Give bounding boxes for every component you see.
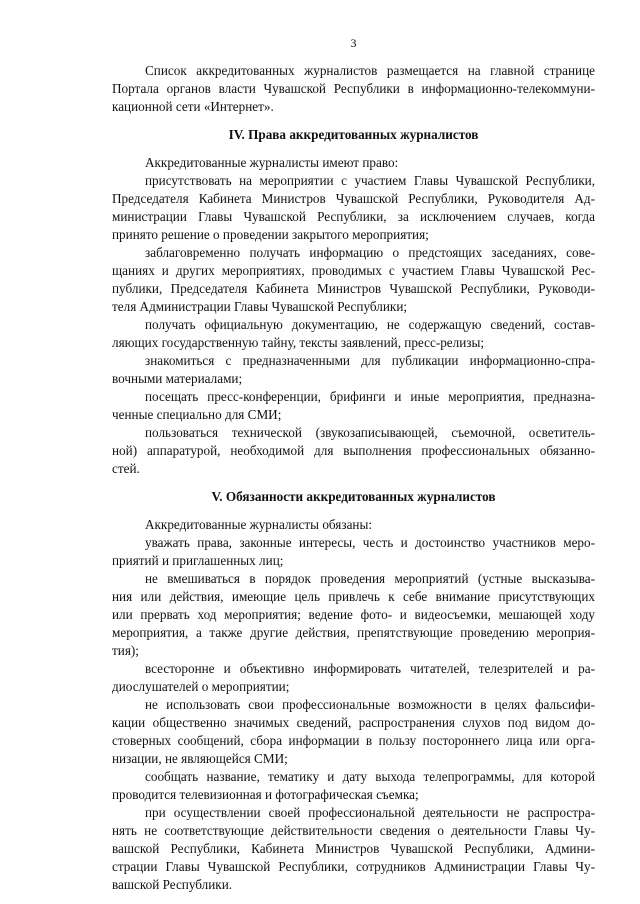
- paragraph-line: кации общественно значимых сведений, распространения слухов под видом до-: [112, 715, 595, 730]
- intro-line: Список аккредитованных журналистов размещается на главной странице: [145, 63, 595, 78]
- paragraph-line: ния или действия, имеющие цель привлечь к себе внимание присутствующих: [112, 589, 595, 604]
- paragraph-line: уважать права, законные интересы, честь и достоинство участников меро-: [145, 535, 595, 550]
- paragraph-line: вочными материалами;: [112, 371, 243, 386]
- paragraph-line: Аккредитованные журналисты обязаны:: [145, 517, 373, 532]
- paragraph-line: теля Администрации Главы Чувашской Республики;: [112, 299, 408, 314]
- paragraph-line: мероприятия, а также другие действия, препятствующие проведению мероприя-: [112, 625, 595, 640]
- paragraph-line: не использовать свои профессиональные возможности в целях фальсифи-: [145, 697, 595, 712]
- paragraph-line: низации, не являющейся СМИ;: [112, 751, 288, 766]
- intro-line: кационной сети «Интернет».: [112, 99, 274, 114]
- paragraph-line: приятий и приглашенных лиц;: [112, 553, 284, 568]
- paragraph-line: нять не соответствующие действительности сведения о деятельности Главы Чу-: [112, 823, 595, 838]
- paragraph-line: сообщать название, тематику и дату выхода телепрограммы, для которой: [145, 769, 595, 784]
- paragraph-line: ной) аппаратурой, необходимой для выполнения профессиональных обязанно-: [112, 443, 595, 458]
- paragraph-line: тия);: [112, 643, 139, 658]
- paragraph-line: знакомиться с предназначенными для публикации информационно-спра-: [145, 353, 595, 368]
- paragraph-line: ченные специально для СМИ;: [112, 407, 282, 422]
- section-heading: V. Обязанности аккредитованных журналистов: [211, 489, 496, 504]
- paragraph-line: всесторонне и объективно информировать читателей, телезрителей и ра-: [145, 661, 595, 676]
- section-heading: IV. Права аккредитованных журналистов: [228, 127, 479, 142]
- paragraph-line: при осуществлении своей профессиональной деятельности не распростра-: [145, 805, 595, 820]
- paragraph-line: посещать пресс-конференции, брифинги и иные мероприятия, предназна-: [145, 389, 595, 404]
- paragraph-line: страции Главы Чувашской Республики, сотрудников Администрации Главы Чу-: [112, 859, 595, 874]
- paragraph-line: Председателя Кабинета Министров Чувашской Республики, Руководителя Ад-: [112, 191, 595, 206]
- paragraph-line: не вмешиваться в порядок проведения мероприятий (устные высказыва-: [145, 571, 595, 586]
- paragraph-line: диослушателей о мероприятии;: [112, 679, 290, 694]
- paragraph-line: стоверных сообщений, сбора информации в пользу постороннего лица или орга-: [112, 733, 595, 748]
- paragraph-line: стей.: [112, 461, 140, 476]
- page-number: 3: [350, 36, 357, 50]
- paragraph-line: щаниях и других мероприятиях, проводимых с участием Главы Чувашской Рес-: [112, 263, 595, 278]
- paragraph-line: вашской Республики, Кабинета Министров Чувашской Республики, Админи-: [112, 841, 595, 856]
- paragraph-line: получать официальную документацию, не содержащую сведений, состав-: [145, 317, 595, 332]
- paragraph-line: вашской Республики.: [112, 877, 233, 892]
- paragraph-line: заблаговременно получать информацию о предстоящих заседаниях, сове-: [145, 245, 595, 260]
- paragraph-line: присутствовать на мероприятии с участием Главы Чувашской Республики,: [145, 173, 595, 188]
- paragraph-line: пользоваться технической (звукозаписывающей, съемочной, осветитель-: [145, 425, 595, 440]
- paragraph-line: проводится телевизионная и фотографическая съемка;: [112, 787, 419, 802]
- paragraph-line: министрации Главы Чувашской Республики, за исключением случаев, когда: [112, 209, 595, 224]
- paragraph-line: или прервать ход мероприятия; ведение фото- и видеосъемки, мешающей ходу: [112, 607, 595, 622]
- paragraph-line: ляющих государственную тайну, тексты заявлений, пресс-релизы;: [112, 335, 485, 350]
- paragraph-line: принято решение о проведении закрытого мероприятия;: [112, 227, 429, 242]
- paragraph-line: Аккредитованные журналисты имеют право:: [145, 155, 399, 170]
- intro-line: Портала органов власти Чувашской Республики в информационно-телекоммуни-: [112, 81, 595, 96]
- paragraph-line: публики, Председателя Кабинета Министров Чувашской Республики, Руководи-: [112, 281, 595, 296]
